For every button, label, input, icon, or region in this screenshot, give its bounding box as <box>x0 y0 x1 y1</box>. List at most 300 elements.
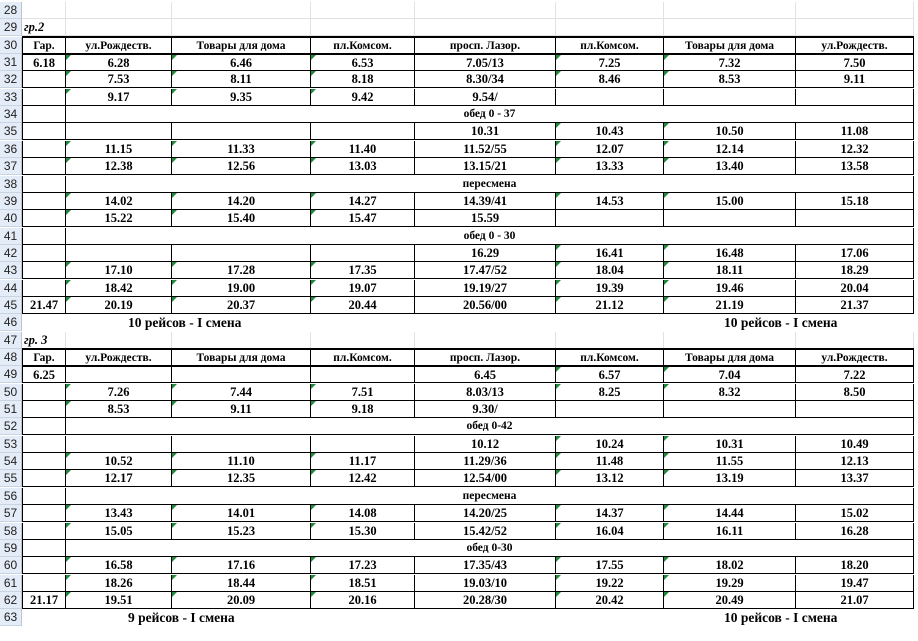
table-cell[interactable] <box>22 141 66 158</box>
table-cell[interactable]: 13.33 <box>556 158 664 175</box>
column-header[interactable]: просп. Лазор. <box>415 36 556 54</box>
empty-cell[interactable] <box>796 332 914 349</box>
table-cell[interactable]: 14.01 <box>172 505 311 522</box>
table-cell[interactable]: 18.51 <box>311 575 415 592</box>
table-cell[interactable]: 9.30/ <box>415 401 556 418</box>
table-cell[interactable]: 13.15/21 <box>415 158 556 175</box>
sheet-row <box>0 436 918 453</box>
sheet-row <box>0 540 918 557</box>
table-cell[interactable]: 16.04 <box>556 523 664 540</box>
sheet-row <box>0 592 918 609</box>
sheet-row <box>0 470 918 487</box>
table-cell[interactable]: 11.08 <box>796 123 914 140</box>
column-header[interactable]: Товары для дома <box>172 348 311 366</box>
table-cell[interactable]: 21.47 <box>22 297 66 314</box>
table-cell[interactable] <box>22 280 66 297</box>
row-number[interactable]: 60 <box>0 557 22 574</box>
row-number[interactable]: 58 <box>0 523 22 540</box>
row-number[interactable]: 33 <box>0 89 22 106</box>
table-cell[interactable]: 9.18 <box>311 401 415 418</box>
empty-cell[interactable] <box>172 2 311 19</box>
table-cell[interactable]: 7.04 <box>664 365 796 383</box>
table-cell[interactable]: 18.04 <box>556 262 664 279</box>
table-cell[interactable]: 11.48 <box>556 453 664 470</box>
sheet-row <box>0 141 918 158</box>
empty-cell[interactable] <box>664 19 796 36</box>
table-cell[interactable]: 19.07 <box>311 280 415 297</box>
empty-cell[interactable] <box>172 332 311 349</box>
table-cell[interactable]: 15.30 <box>311 523 415 540</box>
table-cell[interactable]: 10.43 <box>556 123 664 140</box>
table-cell[interactable]: 20.42 <box>556 592 664 609</box>
row-number[interactable]: 44 <box>0 280 22 297</box>
table-cell[interactable] <box>66 436 172 453</box>
row-number[interactable]: 32 <box>0 71 22 88</box>
table-cell[interactable]: 7.53 <box>66 71 172 88</box>
table-cell[interactable]: 14.08 <box>311 505 415 522</box>
table-cell[interactable]: 21.37 <box>796 297 914 314</box>
sheet-row <box>0 488 918 505</box>
row-number[interactable]: 45 <box>0 297 22 314</box>
table-cell[interactable]: 11.15 <box>66 141 172 158</box>
table-cell[interactable]: 10.31 <box>664 436 796 453</box>
sheet-row <box>0 523 918 540</box>
table-cell[interactable]: 10.52 <box>66 453 172 470</box>
empty-cell[interactable] <box>415 2 556 19</box>
table-cell[interactable]: 12.56 <box>172 158 311 175</box>
table-cell[interactable] <box>66 245 172 262</box>
table-cell[interactable]: 18.42 <box>66 280 172 297</box>
table-cell[interactable]: 21.17 <box>22 592 66 609</box>
table-cell[interactable]: 12.17 <box>66 470 172 487</box>
table-cell[interactable]: 20.28/30 <box>415 592 556 609</box>
group-label: гр. 3 <box>24 332 48 347</box>
empty-cell[interactable] <box>415 332 556 349</box>
sheet-row <box>0 297 918 314</box>
sheet-row <box>0 505 918 522</box>
table-cell[interactable]: 14.39/41 <box>415 193 556 210</box>
column-header[interactable]: пл.Комсом. <box>556 36 664 54</box>
table-cell[interactable]: 7.05/13 <box>415 53 556 71</box>
table-cell[interactable] <box>22 262 66 279</box>
empty-cell[interactable] <box>172 19 311 36</box>
table-cell[interactable]: 7.51 <box>311 384 415 401</box>
group-label: гр.2 <box>24 20 45 35</box>
table-cell[interactable]: 21.19 <box>664 297 796 314</box>
table-cell[interactable]: 18.11 <box>664 262 796 279</box>
table-cell[interactable]: 13.19 <box>664 470 796 487</box>
table-cell[interactable]: 14.02 <box>66 193 172 210</box>
table-cell[interactable]: 15.18 <box>796 193 914 210</box>
table-cell[interactable]: 14.44 <box>664 505 796 522</box>
sheet-row <box>0 609 918 626</box>
column-header[interactable]: Гар. <box>22 36 66 54</box>
row-number[interactable]: 51 <box>0 401 22 418</box>
table-cell[interactable]: 9.11 <box>172 401 311 418</box>
table-cell[interactable]: 6.46 <box>172 53 311 71</box>
table-cell[interactable]: 11.33 <box>172 141 311 158</box>
table-cell[interactable]: 12.35 <box>172 470 311 487</box>
table-cell[interactable]: 8.32 <box>664 384 796 401</box>
table-cell[interactable] <box>172 123 311 140</box>
table-cell[interactable] <box>556 401 664 418</box>
table-cell[interactable]: 9.11 <box>796 71 914 88</box>
table-cell[interactable]: 12.54/00 <box>415 470 556 487</box>
table-cell[interactable]: 11.29/36 <box>415 453 556 470</box>
table-cell[interactable] <box>22 71 66 88</box>
table-cell[interactable] <box>664 210 796 227</box>
shift-summary-left: 9 рейсов - I смена <box>128 610 235 626</box>
table-cell[interactable]: 13.03 <box>311 158 415 175</box>
table-cell[interactable]: 17.10 <box>66 262 172 279</box>
table-cell[interactable]: 11.17 <box>311 453 415 470</box>
table-cell[interactable]: 18.20 <box>796 557 914 574</box>
table-cell[interactable]: 18.44 <box>172 575 311 592</box>
table-cell[interactable]: 10.12 <box>415 436 556 453</box>
table-cell[interactable]: 15.05 <box>66 523 172 540</box>
table-cell[interactable]: 12.42 <box>311 470 415 487</box>
column-header[interactable]: пл.Комсом. <box>311 348 415 366</box>
table-cell[interactable]: 16.48 <box>664 245 796 262</box>
table-cell[interactable]: 20.37 <box>172 297 311 314</box>
table-cell[interactable] <box>22 176 66 193</box>
table-cell[interactable]: 17.16 <box>172 557 311 574</box>
table-cell[interactable] <box>22 401 66 418</box>
shift-summary-right: 10 рейсов - I смена <box>724 315 838 331</box>
break-note: обед 0-30 <box>66 540 914 557</box>
table-cell[interactable]: 17.55 <box>556 557 664 574</box>
table-cell[interactable]: 20.19 <box>66 297 172 314</box>
empty-cell[interactable] <box>311 19 415 36</box>
row-number[interactable]: 56 <box>0 488 22 505</box>
table-cell[interactable]: 16.29 <box>415 245 556 262</box>
table-cell[interactable]: 21.07 <box>796 592 914 609</box>
table-cell[interactable] <box>22 436 66 453</box>
table-cell[interactable] <box>172 245 311 262</box>
table-cell[interactable] <box>66 123 172 140</box>
row-number[interactable]: 48 <box>0 349 22 366</box>
row-number[interactable]: 46 <box>0 314 22 331</box>
table-cell[interactable] <box>22 505 66 522</box>
row-number[interactable]: 40 <box>0 210 22 227</box>
table-cell[interactable] <box>556 89 664 106</box>
table-cell[interactable]: 17.28 <box>172 262 311 279</box>
sheet-row <box>0 176 918 193</box>
table-cell[interactable]: 19.22 <box>556 575 664 592</box>
table-cell[interactable]: 20.16 <box>311 592 415 609</box>
table-cell[interactable] <box>22 193 66 210</box>
row-number[interactable]: 38 <box>0 176 22 193</box>
row-number[interactable]: 30 <box>0 37 22 54</box>
sheet-row <box>0 106 918 123</box>
table-cell[interactable]: 11.10 <box>172 453 311 470</box>
empty-cell[interactable] <box>22 2 66 19</box>
table-cell[interactable]: 18.29 <box>796 262 914 279</box>
table-cell[interactable] <box>311 123 415 140</box>
table-cell[interactable] <box>22 106 66 123</box>
table-cell[interactable]: 11.55 <box>664 453 796 470</box>
sheet-row <box>0 210 918 227</box>
table-cell[interactable]: 9.17 <box>66 89 172 106</box>
row-number[interactable]: 37 <box>0 158 22 175</box>
table-cell[interactable] <box>22 540 66 557</box>
column-header[interactable]: пл.Комсом. <box>311 36 415 54</box>
table-cell[interactable] <box>311 245 415 262</box>
column-header[interactable]: Товары для дома <box>172 36 311 54</box>
sheet-row <box>0 332 918 349</box>
table-cell[interactable]: 20.49 <box>664 592 796 609</box>
break-note: обед 0 - 37 <box>66 106 914 123</box>
empty-cell[interactable] <box>664 2 796 19</box>
sheet-row <box>0 54 918 71</box>
table-cell[interactable]: 6.45 <box>415 365 556 383</box>
table-cell[interactable]: 8.03/13 <box>415 384 556 401</box>
empty-cell[interactable] <box>664 332 796 349</box>
empty-cell[interactable] <box>66 19 172 36</box>
table-cell[interactable] <box>22 158 66 175</box>
table-cell[interactable]: 18.02 <box>664 557 796 574</box>
table-cell[interactable]: 13.43 <box>66 505 172 522</box>
table-cell[interactable] <box>22 123 66 140</box>
row-number[interactable]: 41 <box>0 228 22 245</box>
table-cell[interactable]: 21.12 <box>556 297 664 314</box>
row-number[interactable]: 42 <box>0 245 22 262</box>
table-cell[interactable]: 19.51 <box>66 592 172 609</box>
column-header[interactable]: ул.Рождеств. <box>796 348 914 366</box>
column-header[interactable]: Товары для дома <box>664 36 796 54</box>
table-cell[interactable]: 13.12 <box>556 470 664 487</box>
sheet-row <box>0 19 918 36</box>
table-cell[interactable]: 12.07 <box>556 141 664 158</box>
table-cell[interactable]: 9.42 <box>311 89 415 106</box>
table-cell[interactable]: 8.18 <box>311 71 415 88</box>
table-cell[interactable]: 15.40 <box>172 210 311 227</box>
table-cell[interactable]: 15.42/52 <box>415 523 556 540</box>
table-cell[interactable]: 15.59 <box>415 210 556 227</box>
table-cell[interactable]: 19.46 <box>664 280 796 297</box>
row-number[interactable]: 62 <box>0 592 22 609</box>
table-cell[interactable]: 18.26 <box>66 575 172 592</box>
table-cell[interactable]: 19.29 <box>664 575 796 592</box>
table-cell[interactable] <box>311 436 415 453</box>
row-number[interactable]: 39 <box>0 193 22 210</box>
table-cell[interactable] <box>172 436 311 453</box>
sheet-row <box>0 314 918 331</box>
table-cell[interactable]: 7.26 <box>66 384 172 401</box>
table-cell[interactable] <box>22 488 66 505</box>
row-number[interactable]: 52 <box>0 418 22 435</box>
table-cell[interactable]: 11.52/55 <box>415 141 556 158</box>
table-cell[interactable]: 6.25 <box>22 365 66 383</box>
table-cell[interactable] <box>22 453 66 470</box>
table-cell[interactable]: 7.50 <box>796 53 914 71</box>
table-cell[interactable]: 6.18 <box>22 53 66 71</box>
sheet-row <box>0 193 918 210</box>
table-cell[interactable] <box>22 575 66 592</box>
sheet-row <box>0 37 918 54</box>
empty-cell[interactable] <box>311 332 415 349</box>
table-cell[interactable]: 8.11 <box>172 71 311 88</box>
sheet-row <box>0 349 918 366</box>
row-number[interactable]: 50 <box>0 384 22 401</box>
table-cell[interactable]: 14.27 <box>311 193 415 210</box>
empty-cell[interactable] <box>556 19 664 36</box>
table-cell[interactable] <box>172 365 311 383</box>
table-cell[interactable]: 17.47/52 <box>415 262 556 279</box>
table-cell[interactable]: 8.25 <box>556 384 664 401</box>
row-number[interactable]: 59 <box>0 540 22 557</box>
table-cell[interactable]: 8.46 <box>556 71 664 88</box>
row-number[interactable]: 34 <box>0 106 22 123</box>
table-cell[interactable] <box>796 401 914 418</box>
row-number[interactable]: 55 <box>0 470 22 487</box>
table-cell[interactable] <box>311 365 415 383</box>
table-cell[interactable]: 10.31 <box>415 123 556 140</box>
table-cell[interactable] <box>22 210 66 227</box>
table-cell[interactable]: 19.03/10 <box>415 575 556 592</box>
table-cell[interactable] <box>22 228 66 245</box>
table-cell[interactable] <box>556 210 664 227</box>
empty-cell[interactable] <box>66 2 172 19</box>
row-number[interactable]: 29 <box>0 19 22 36</box>
empty-cell[interactable] <box>556 332 664 349</box>
table-cell[interactable]: 6.53 <box>311 53 415 71</box>
table-cell[interactable] <box>796 89 914 106</box>
sheet-row <box>0 123 918 140</box>
row-number[interactable]: 47 <box>0 332 22 349</box>
table-cell[interactable] <box>66 365 172 383</box>
table-cell[interactable]: 9.54/ <box>415 89 556 106</box>
shift-summary-left: 10 рейсов - I смена <box>128 315 242 331</box>
table-cell[interactable]: 16.41 <box>556 245 664 262</box>
table-cell[interactable]: 17.06 <box>796 245 914 262</box>
column-header[interactable]: ул.Рождеств. <box>66 36 172 54</box>
column-header[interactable]: просп. Лазор. <box>415 348 556 366</box>
table-cell[interactable]: 16.28 <box>796 523 914 540</box>
sheet-row <box>0 384 918 401</box>
column-header[interactable]: пл.Комсом. <box>556 348 664 366</box>
table-cell[interactable]: 20.09 <box>172 592 311 609</box>
sheet-row <box>0 158 918 175</box>
table-cell[interactable]: 13.58 <box>796 158 914 175</box>
table-cell[interactable] <box>22 523 66 540</box>
table-cell[interactable]: 12.13 <box>796 453 914 470</box>
empty-cell[interactable] <box>796 2 914 19</box>
table-cell[interactable]: 7.44 <box>172 384 311 401</box>
table-cell[interactable] <box>22 89 66 106</box>
table-cell[interactable]: 15.47 <box>311 210 415 227</box>
row-number[interactable]: 61 <box>0 575 22 592</box>
row-number[interactable]: 54 <box>0 453 22 470</box>
table-cell[interactable]: 15.00 <box>664 193 796 210</box>
column-header[interactable]: Гар. <box>22 348 66 366</box>
table-cell[interactable]: 6.28 <box>66 53 172 71</box>
table-cell[interactable]: 13.37 <box>796 470 914 487</box>
row-number[interactable]: 35 <box>0 123 22 140</box>
table-cell[interactable]: 19.39 <box>556 280 664 297</box>
column-header[interactable]: Товары для дома <box>664 348 796 366</box>
table-cell[interactable]: 8.30/34 <box>415 71 556 88</box>
table-cell[interactable]: 15.22 <box>66 210 172 227</box>
table-cell[interactable]: 8.50 <box>796 384 914 401</box>
table-cell[interactable]: 15.23 <box>172 523 311 540</box>
table-cell[interactable] <box>22 245 66 262</box>
shift-summary-right: 10 рейсов - I смена <box>724 610 838 626</box>
table-cell[interactable]: 10.24 <box>556 436 664 453</box>
table-cell[interactable] <box>664 89 796 106</box>
table-cell[interactable]: 20.44 <box>311 297 415 314</box>
table-cell[interactable]: 13.40 <box>664 158 796 175</box>
sheet-row <box>0 89 918 106</box>
table-cell[interactable]: 12.32 <box>796 141 914 158</box>
table-cell[interactable]: 8.53 <box>66 401 172 418</box>
table-cell[interactable] <box>22 470 66 487</box>
table-cell[interactable]: 17.35/43 <box>415 557 556 574</box>
table-cell[interactable]: 7.32 <box>664 53 796 71</box>
break-note: пересмена <box>66 176 914 193</box>
row-number[interactable]: 36 <box>0 141 22 158</box>
empty-cell[interactable] <box>311 2 415 19</box>
table-cell[interactable]: 17.35 <box>311 262 415 279</box>
table-cell[interactable]: 14.20 <box>172 193 311 210</box>
table-cell[interactable]: 19.19/27 <box>415 280 556 297</box>
table-cell[interactable]: 9.35 <box>172 89 311 106</box>
table-cell[interactable]: 19.47 <box>796 575 914 592</box>
table-cell[interactable] <box>664 401 796 418</box>
empty-cell[interactable] <box>66 332 172 349</box>
column-header[interactable]: ул.Рождеств. <box>796 36 914 54</box>
row-number[interactable]: 57 <box>0 505 22 522</box>
table-cell[interactable]: 15.02 <box>796 505 914 522</box>
table-cell[interactable] <box>796 210 914 227</box>
row-number[interactable]: 43 <box>0 262 22 279</box>
sheet-row <box>0 575 918 592</box>
table-cell[interactable]: 6.57 <box>556 365 664 383</box>
table-cell[interactable] <box>22 418 66 435</box>
table-cell[interactable] <box>22 557 66 574</box>
sheet-row <box>0 2 918 19</box>
table-cell[interactable]: 14.37 <box>556 505 664 522</box>
table-cell[interactable]: 12.38 <box>66 158 172 175</box>
column-header[interactable]: ул.Рождеств. <box>66 348 172 366</box>
row-number[interactable]: 53 <box>0 436 22 453</box>
row-number[interactable]: 31 <box>0 54 22 71</box>
row-number[interactable]: 63 <box>0 609 22 626</box>
break-note: обед 0 - 30 <box>66 228 914 245</box>
table-cell[interactable]: 17.23 <box>311 557 415 574</box>
table-cell[interactable]: 10.50 <box>664 123 796 140</box>
table-cell[interactable]: 7.25 <box>556 53 664 71</box>
empty-cell[interactable] <box>415 19 556 36</box>
table-cell[interactable]: 19.00 <box>172 280 311 297</box>
table-cell[interactable] <box>22 384 66 401</box>
table-cell[interactable]: 7.22 <box>796 365 914 383</box>
table-cell[interactable]: 16.58 <box>66 557 172 574</box>
table-cell[interactable]: 10.49 <box>796 436 914 453</box>
empty-cell[interactable] <box>556 2 664 19</box>
table-cell[interactable]: 16.11 <box>664 523 796 540</box>
table-cell[interactable]: 20.56/00 <box>415 297 556 314</box>
table-cell[interactable]: 8.53 <box>664 71 796 88</box>
row-number[interactable]: 28 <box>0 2 22 19</box>
table-cell[interactable]: 14.53 <box>556 193 664 210</box>
table-cell[interactable]: 12.14 <box>664 141 796 158</box>
row-number[interactable]: 49 <box>0 366 22 383</box>
table-cell[interactable]: 20.04 <box>796 280 914 297</box>
table-cell[interactable]: 11.40 <box>311 141 415 158</box>
table-cell[interactable]: 14.20/25 <box>415 505 556 522</box>
empty-cell[interactable] <box>796 19 914 36</box>
